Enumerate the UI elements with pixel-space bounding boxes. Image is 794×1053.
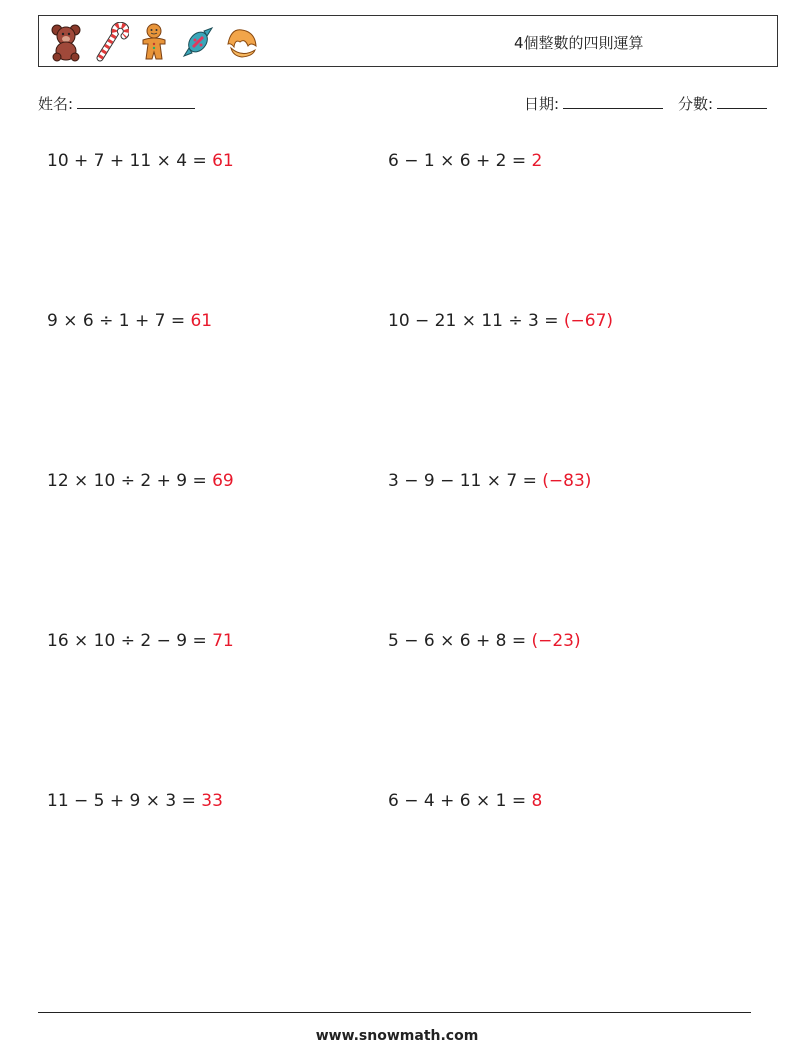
problem-1 [47, 151, 234, 171]
candy-cane-icon [91, 22, 129, 62]
problem-answer: 71 [212, 631, 234, 651]
problem-answer: 33 [201, 791, 223, 811]
problem-8 [388, 631, 581, 651]
date-label: 日期: [524, 95, 560, 113]
problem-answer: 69 [212, 471, 234, 491]
footer-url[interactable]: www.snowmath.com [315, 1028, 479, 1044]
problem-answer: 2 [531, 151, 543, 171]
problem-answer: 61 [212, 151, 234, 171]
icon-strip [47, 22, 261, 62]
problem-3 [47, 311, 212, 331]
name-field [38, 93, 195, 114]
name-blank[interactable] [77, 93, 195, 109]
problem-expression: 6 − 1 × 6 + 2 = [388, 151, 532, 171]
teddy-bear-icon [47, 22, 85, 62]
problem-answer: (−67) [563, 311, 614, 331]
problem-expression: 12 × 10 ÷ 2 + 9 = [47, 471, 213, 491]
header-box [38, 15, 778, 67]
problem-expression: 3 − 9 − 11 × 7 = [388, 471, 543, 491]
score-blank[interactable] [717, 93, 767, 109]
problem-6 [388, 471, 591, 491]
problem-2 [388, 151, 542, 171]
worksheet-title: 4個整數的四則運算 [514, 34, 644, 52]
name-label: 姓名: [38, 95, 74, 113]
problem-answer: (−83) [542, 471, 592, 491]
problem-answer: 61 [190, 311, 213, 331]
footer-divider [38, 1012, 751, 1013]
gingerbread-man-icon [135, 22, 173, 62]
problem-expression: 16 × 10 ÷ 2 − 9 = [47, 631, 213, 651]
date-field [524, 93, 663, 114]
problem-9 [47, 791, 223, 811]
date-blank[interactable] [563, 93, 663, 109]
problem-expression: 10 − 21 × 11 ÷ 3 = [388, 311, 564, 331]
problem-7 [47, 631, 234, 651]
wrapped-candy-icon [179, 22, 217, 62]
problem-4 [388, 311, 613, 331]
problem-10 [388, 791, 542, 811]
problem-answer: (−23) [531, 631, 581, 651]
problem-expression: 10 + 7 + 11 × 4 = [47, 151, 213, 171]
problem-expression: 6 − 4 + 6 × 1 = [388, 791, 532, 811]
problem-expression: 11 − 5 + 9 × 3 = [47, 791, 202, 811]
score-field [678, 93, 767, 114]
problem-expression: 9 × 6 ÷ 1 + 7 = [47, 311, 191, 331]
problem-answer: 8 [531, 791, 543, 811]
problem-5 [47, 471, 234, 491]
croissant-icon [223, 22, 261, 62]
score-label: 分數: [678, 95, 714, 113]
problem-expression: 5 − 6 × 6 + 8 = [388, 631, 532, 651]
